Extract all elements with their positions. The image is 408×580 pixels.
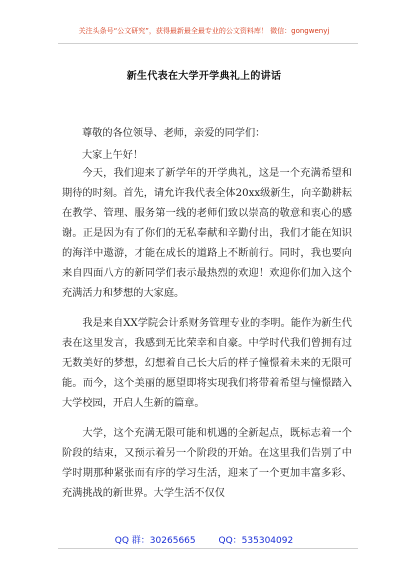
- header-divider: [58, 43, 358, 44]
- paragraph: 大学，这个充满无限可能和机遇的全新起点，既标志着一个阶段的结束，又预示着另一个阶段的开始。在这里我们告别了中学时期那种紧张而有序的学习生活，迎来了一个更加丰富多彩、充满挑战的新世界。大学生活不仅仅: [62, 428, 352, 499]
- paragraph: 今天，我们迎来了新学年的开学典礼，这是一个充满希望和期待的时刻。首先，请允许我代表全体20xx级新生，向辛勤耕耘在教学、管理、服务第一线的老师们致以崇高的敬意和衷心的感谢。正是因为有了你们的无私奉献和辛勤付出，我们才能在知识的海洋中遨游，才能在成长的道路上不断前行。同时，我也要向来自四面八方的新同学们表示最热烈的欢迎！欢迎你们加入这个充满活力和梦想的大家庭。: [62, 168, 352, 299]
- footer-divider: [58, 548, 358, 549]
- header-banner: 关注头条号“公文研究”，获得最新最全最专业的公文资料库！ 微信：gongwenyj: [78, 27, 330, 35]
- footer-qq: QQ：535304092: [218, 536, 294, 546]
- greeting: 大家上午好！: [82, 150, 144, 161]
- document-title: 新生代表在大学开学典礼上的讲话: [126, 71, 282, 82]
- body-text: [62, 164, 352, 504]
- paragraph: 我是来自XX学院会计系财务管理专业的李明。能作为新生代表在这里发言，我感到无比荣幸和自豪。中学时代我们曾拥有过无数美好的梦想，幻想着自己长大后的样子憧憬着未来的无限可能。而今，这个美丽的愿望即将实现我们将带着希望与憧憬踏入大学校园，开启人生新的篇章。: [62, 318, 352, 409]
- footer-contact: [0, 533, 408, 546]
- footer-qq-group: QQ 群：30265665: [114, 536, 196, 546]
- salutation: 尊敬的各位领导、老师，亲爱的同学们：: [82, 128, 266, 139]
